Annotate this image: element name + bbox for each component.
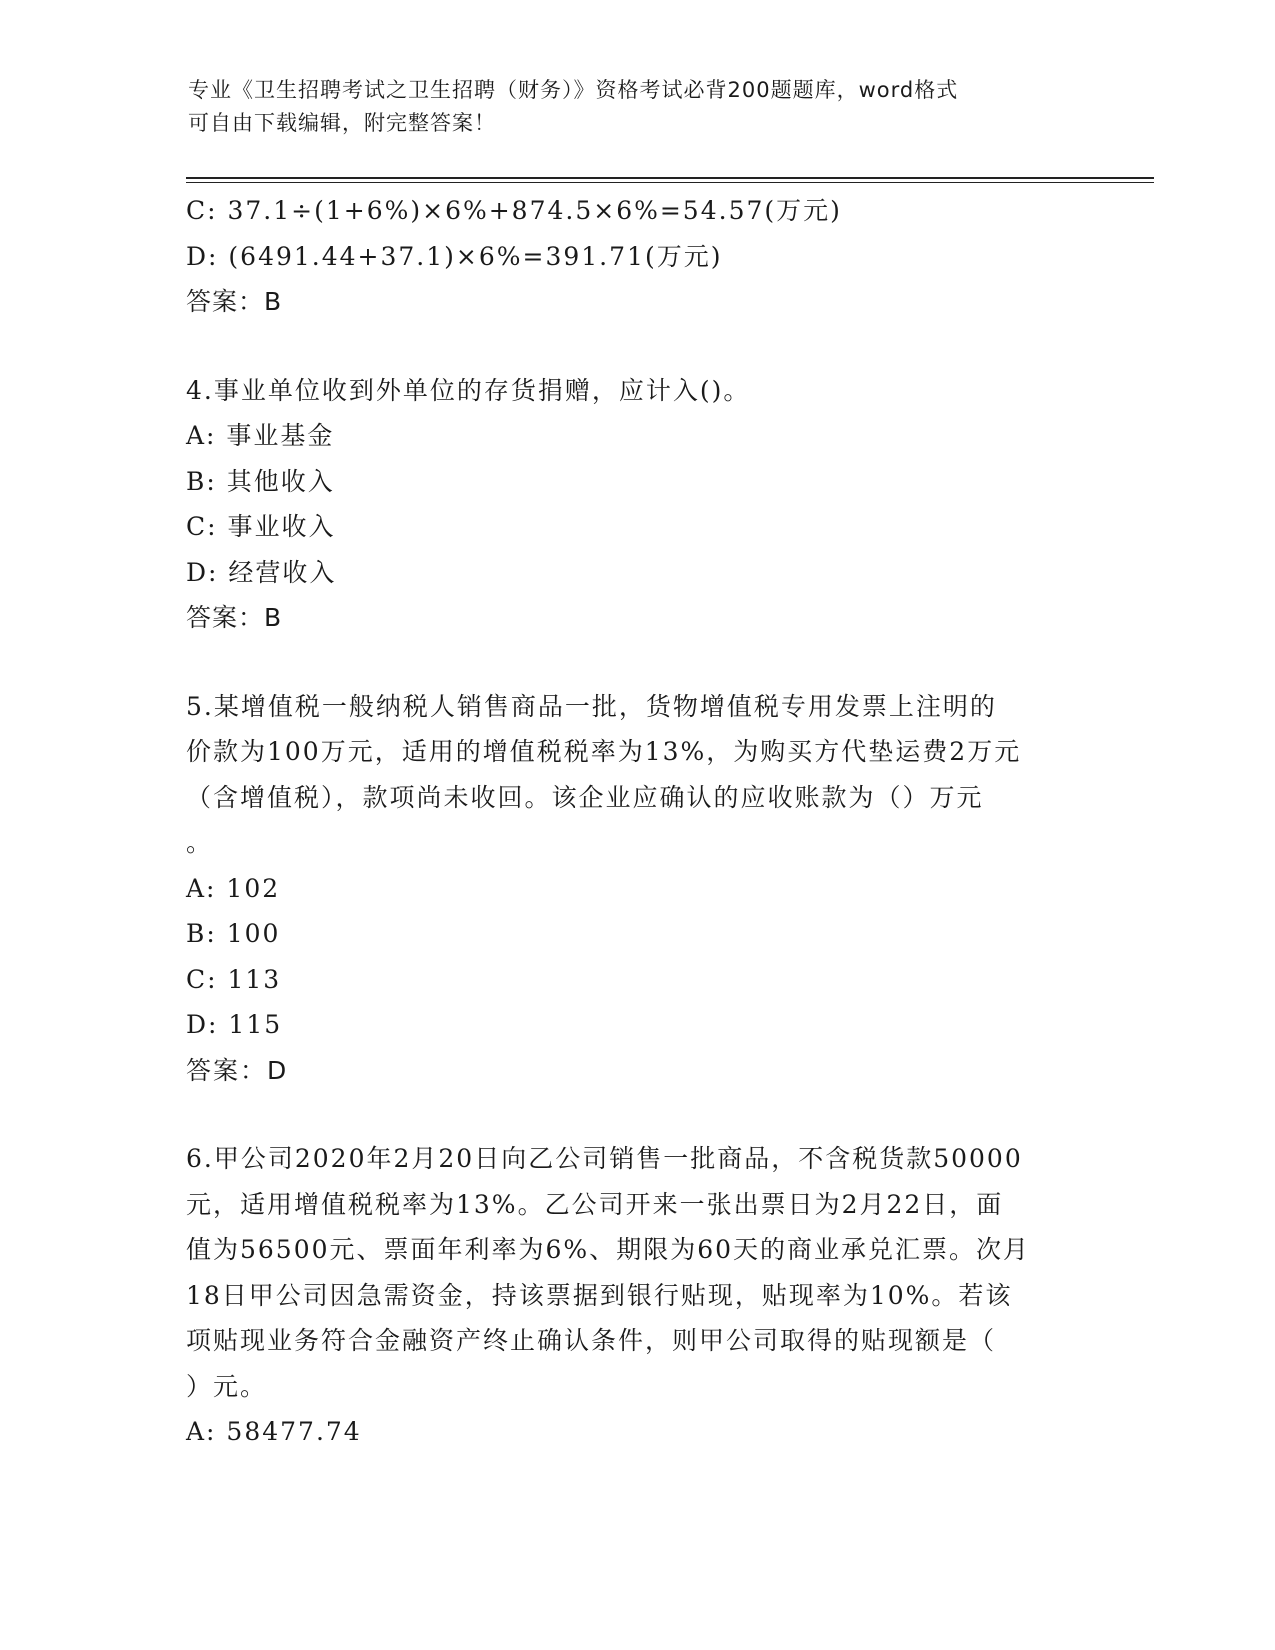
answer-line: 答案：D bbox=[186, 1055, 289, 1085]
question-stem-line: ）元。 bbox=[186, 1371, 268, 1401]
question-6 bbox=[186, 1136, 1086, 1455]
question-stem-line: 值为56500元、票面年利率为6%、期限为60天的商业承兑汇票。次月 bbox=[186, 1235, 1031, 1264]
option-d: D: (6491.44+37.1)×6%=391.71(万元) bbox=[186, 241, 723, 271]
answer-line: 答案：B bbox=[186, 287, 283, 316]
question-stem-line: 18日甲公司因急需资金，持该票据到银行贴现，贴现率为10%。若该 bbox=[186, 1280, 1013, 1310]
header-title-line-1: 专业《卫生招聘考试之卫生招聘（财务）》资格考试必背200题题库，word格式 bbox=[188, 78, 959, 102]
question-stem-line: 。 bbox=[186, 828, 214, 857]
header-divider-thick bbox=[186, 177, 1154, 179]
option-c: C: 113 bbox=[186, 964, 282, 994]
option-b: B: 100 bbox=[186, 919, 281, 948]
header-divider-thin bbox=[186, 182, 1154, 183]
option-b: B: 其他收入 bbox=[186, 466, 335, 496]
question-stem-line: 元，适用增值税税率为13%。乙公司开来一张出票日为2月22日，面 bbox=[186, 1189, 1004, 1219]
answer-line: 答案：B bbox=[186, 603, 283, 632]
question-stem-line: 项贴现业务符合金融资产终止确认条件，则甲公司取得的贴现额是（ bbox=[186, 1326, 997, 1355]
question-stem-line: （含增值税），款项尚未收回。该企业应确认的应收账款为（）万元 bbox=[186, 782, 984, 812]
question-4 bbox=[186, 368, 1086, 641]
question-stem: 4.事业单位收到外单位的存货捐赠，应计入()。 bbox=[186, 375, 751, 405]
previous-question-tail bbox=[186, 188, 1086, 325]
option-a: A: 102 bbox=[186, 873, 281, 903]
question-stem-line: 5.某增值税一般纳税人销售商品一批，货物增值税专用发票上注明的 bbox=[186, 691, 997, 721]
option-a: A: 58477.74 bbox=[186, 1417, 362, 1446]
header-title-line-2: 可自由下载编辑，附完整答案！ bbox=[188, 111, 496, 135]
document-header bbox=[188, 74, 1088, 140]
option-c: C: 37.1÷(1+6%)×6%+874.5×6%=54.57(万元) bbox=[186, 196, 842, 225]
question-5 bbox=[186, 684, 1086, 1094]
question-stem-line: 价款为100万元，适用的增值税税率为13%，为购买方代垫运费2万元 bbox=[186, 737, 1022, 766]
option-d: D: 经营收入 bbox=[186, 557, 337, 587]
option-d: D: 115 bbox=[186, 1010, 283, 1039]
question-stem-line: 6.甲公司2020年2月20日向乙公司销售一批商品，不含税货款50000 bbox=[186, 1144, 1023, 1173]
option-c: C: 事业收入 bbox=[186, 512, 336, 541]
document-body bbox=[186, 188, 1086, 1455]
option-a: A: 事业基金 bbox=[186, 421, 335, 450]
